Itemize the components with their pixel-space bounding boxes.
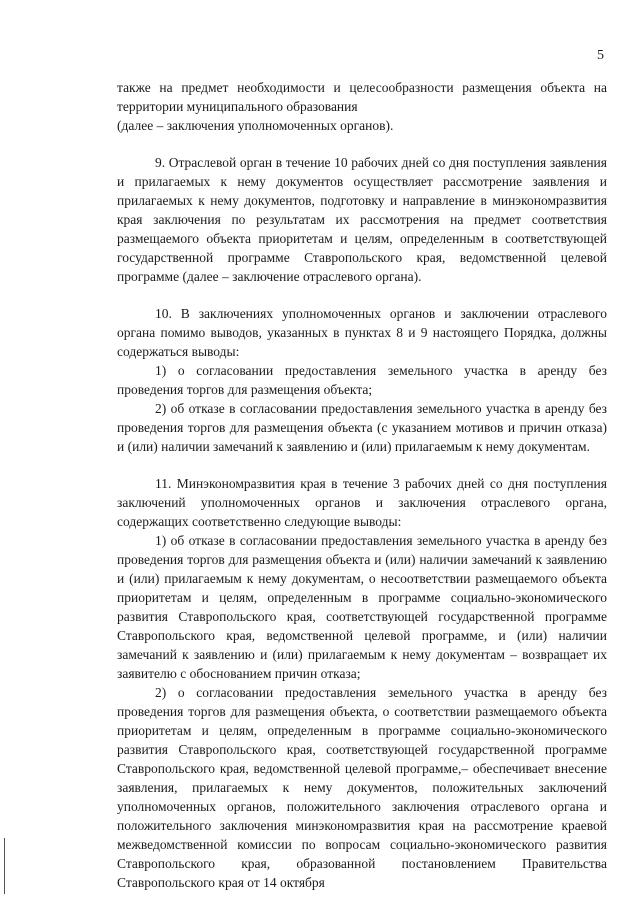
paragraph-item-11: 11. Минэкономразвития края в течение 3 рабочих дней со дня поступления заключений уполномоченных органов и заключения отраслевого органа, содержащих соответственно следующие выводы: (117, 476, 607, 529)
paragraph-definition: (далее – заключения уполномоченных органов). (117, 118, 394, 133)
paragraph-item-11-sub-1: 1) об отказе в согласовании предоставления земельного участка в аренду без проведения торгов для размещения объекта и (или) наличии замечаний к заявлению и (или) прилагаемым к нему документам, о несоответствии размещаемого объекта приоритетам и целям, определенным в программе социально-экономического развития Ставропольского края, соответствующей государственной программе Ставропольского края, ведомственной целевой программе, и (или) наличии замечаний к заявлению и (или) прилагаемым к нему документам – возвращает их заявителю с обоснованием причин отказа; (117, 533, 607, 681)
paragraph-item-11-sub-2: 2) о согласовании предоставления земельного участка в аренду без проведения торгов для размещения объекта, о соответствии размещаемого объекта приоритетам и целям, определенным в программе социально-экономического развития Ставропольского края, соответствующей государственной программе Ставропольского края, ведомственной целевой программе,– обеспечивает внесение заявления, прилагаемых к нему документов, положительных заключений уполномоченных органов, положительного заключения отраслевого органа и положительного заключения минэкономразвития края на рассмотрение краевой межведомственной комиссии по вопросам социально-экономического развития Ставропольского края, образованной постановлением Правительства Ставропольского края от 14 октября (117, 685, 607, 890)
document-body (117, 78, 607, 892)
scan-artifact (4, 838, 5, 894)
paragraph-item-10-sub-2: 2) об отказе в согласовании предоставления земельного участка в аренду без проведения торгов для размещения объекта (с указанием мотивов и причин отказа) и (или) наличии замечаний к заявлению и (или) прилагаемым к нему документам. (117, 401, 607, 454)
page-number: 5 (597, 48, 604, 63)
paragraph-item-10: 10. В заключениях уполномоченных органов и заключении отраслевого органа помимо выводов, указанных в пунктах 8 и 9 настоящего Порядка, должны содержаться выводы: (117, 306, 607, 359)
paragraph-item-10-sub-1: 1) о согласовании предоставления земельного участка в аренду без проведения торгов для размещения объекта; (117, 363, 607, 397)
paragraph-item-9: 9. Отраслевой орган в течение 10 рабочих дней со дня поступления заявления и прилагаемых к нему документов осуществляет рассмотрение заявления и прилагаемых к нему документов, подготовку и направление в минэкономразвития края заключения по результатам их рассмотрения на предмет соответствия размещаемого объекта приоритетам и целям, определенным в соответствующей государственной программе Ставропольского края, ведомственной целевой программе (далее – заключение отраслевого органа). (117, 155, 607, 284)
paragraph-continuation: также на предмет необходимости и целесообразности размещения объекта на территории муниципального образования (117, 80, 607, 114)
